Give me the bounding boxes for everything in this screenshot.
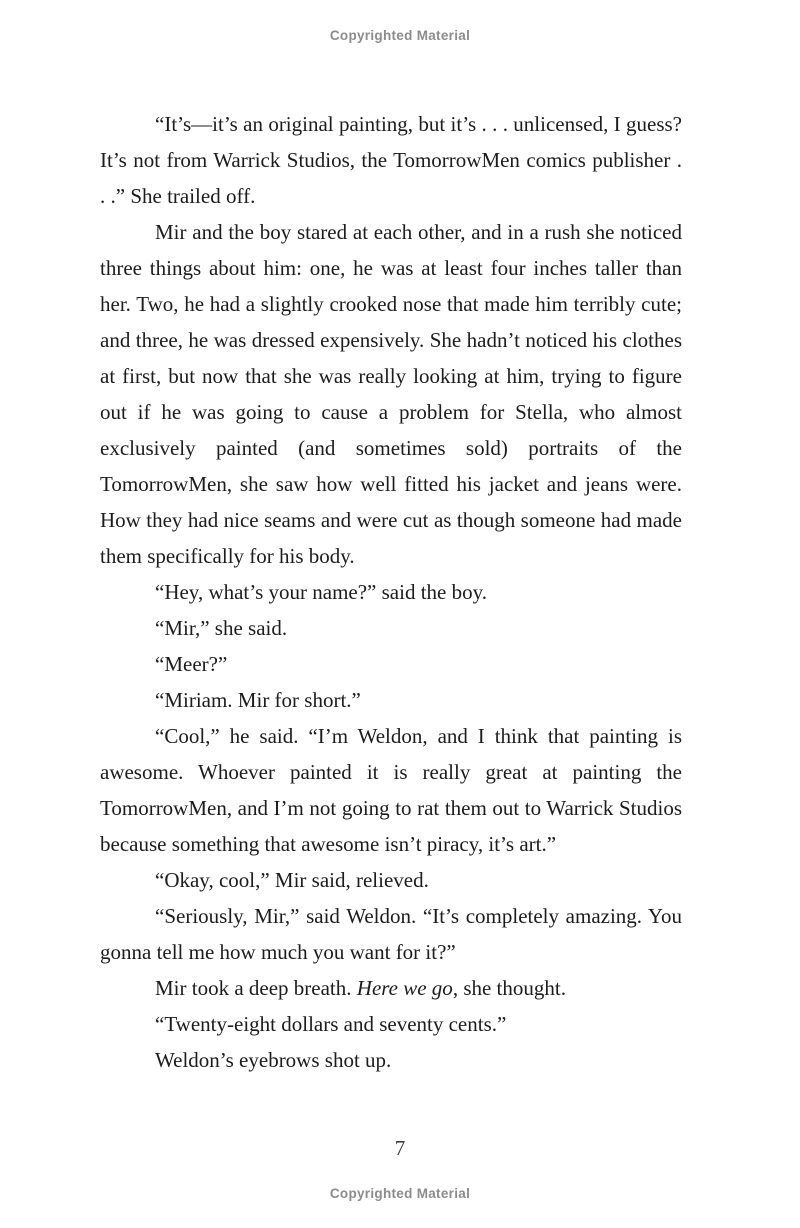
paragraph-segment: Mir took a deep breath. [155, 976, 357, 1000]
paragraph [100, 682, 682, 718]
paragraph-segment: “Miriam. Mir for short.” [155, 688, 361, 712]
paragraph [100, 574, 682, 610]
copyright-notice-top: Copyrighted Material [329, 28, 471, 43]
paragraph-segment: “Cool,” he said. “I’m Weldon, and I think that painting is awesome. Whoever painted it is really great at painting the TomorrowMen, and I’m not going to rat them out to Warrick Studios because something that awesome isn’t piracy, it’s art.” [100, 724, 682, 856]
paragraph [100, 862, 682, 898]
paragraph [100, 106, 682, 214]
paragraph-segment: , she thought. [452, 976, 566, 1000]
paragraph [100, 718, 682, 862]
paragraph [100, 898, 682, 970]
paragraph-segment: “It’s—it’s an original painting, but it’s . . . unlicensed, I guess? It’s not from Warrick Studios, the TomorrowMen comics publisher . . .” She trailed off. [100, 112, 682, 208]
paragraph [100, 1006, 682, 1042]
paragraph [100, 970, 682, 1006]
paragraph-segment: Weldon’s eyebrows shot up. [155, 1048, 392, 1072]
paragraph [100, 214, 682, 574]
paragraph-segment: “Seriously, Mir,” said Weldon. “It’s completely amazing. You gonna tell me how much you want for it?” [100, 904, 682, 964]
paragraph-segment: “Twenty-eight dollars and seventy cents.” [155, 1012, 507, 1036]
page-number: 7 [394, 1136, 406, 1160]
copyright-notice-bottom: Copyrighted Material [329, 1186, 471, 1201]
paragraph-segment: “Okay, cool,” Mir said, relieved. [155, 868, 429, 892]
page-text [100, 106, 682, 1078]
paragraph-segment: “Hey, what’s your name?” said the boy. [155, 580, 488, 604]
paragraph [100, 646, 682, 682]
paragraph-segment-italic: Here we go [356, 976, 453, 1000]
paragraph-segment: “Mir,” she said. [155, 616, 288, 640]
paragraph [100, 1042, 682, 1078]
paragraph-segment: “Meer?” [155, 652, 228, 676]
paragraph-segment: Mir and the boy stared at each other, and in a rush she noticed three things about him: one, he was at least four inches taller than her. Two, he had a slightly crooked nose that made him terribly cute; and three, he was dressed expensively. She hadn’t noticed his clothes at first, but now that she was really looking at him, trying to figure out if he was going to cause a problem for Stella, who almost exclusively painted (and sometimes sold) portraits of the TomorrowMen, she saw how well fitted his jacket and jeans were. How they had nice seams and were cut as though someone had made them specifically for his body. [100, 220, 682, 568]
paragraph [100, 610, 682, 646]
